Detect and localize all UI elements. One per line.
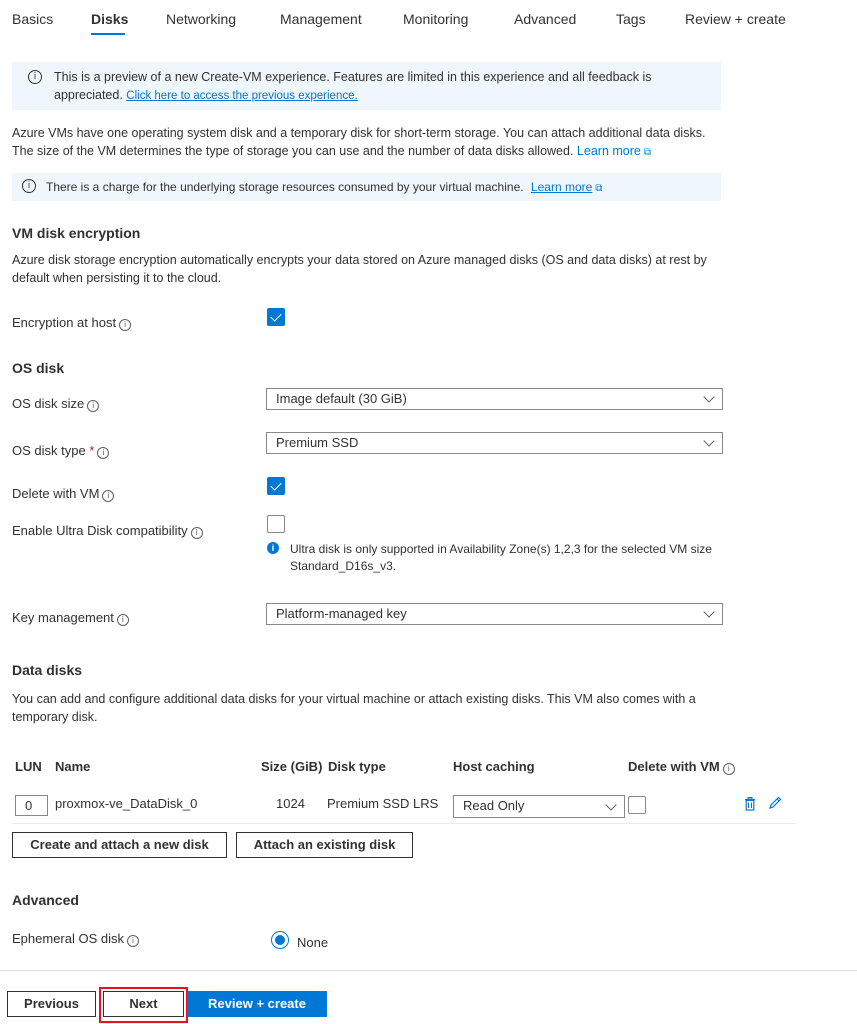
charge-learn-more-link[interactable]: Learn more [530, 180, 593, 194]
chevron-down-icon [703, 391, 714, 402]
data-disk-delete-checkbox[interactable] [628, 796, 646, 814]
tab-tags[interactable]: Tags [616, 11, 646, 27]
preview-banner [12, 62, 721, 110]
encryption-description: Azure disk storage encryption automatically encrypts your data stored on Azure managed disks (OS and data disks) at rest by default when persisting it to the cloud. [12, 253, 707, 285]
tab-basics[interactable]: Basics [12, 11, 54, 27]
info-filled-icon: i [267, 542, 279, 554]
external-link-icon: ⧉ [643, 147, 651, 158]
lun-input[interactable]: 0 [15, 795, 48, 816]
column-header-name: Name [55, 759, 91, 774]
preview-banner-text: This is a preview of a new Create-VM experience. Features are limited in this experience and all feedback is appreciated. [54, 70, 652, 102]
edit-pencil-icon[interactable] [768, 796, 782, 810]
info-icon: i [28, 70, 42, 84]
tab-monitoring[interactable]: Monitoring [403, 11, 469, 27]
info-icon[interactable]: i [87, 400, 99, 412]
info-icon[interactable]: i [102, 490, 114, 502]
delete-with-vm-checkbox[interactable] [267, 477, 285, 495]
info-icon[interactable]: i [127, 935, 139, 947]
footer-divider [0, 970, 857, 971]
attach-existing-disk-button[interactable]: Attach an existing disk [236, 832, 413, 858]
column-header-size: Size (GiB) [261, 759, 323, 774]
create-attach-disk-button[interactable]: Create and attach a new disk [12, 832, 227, 858]
active-tab-indicator [91, 33, 125, 35]
os-disk-type-label: OS disk type * i [12, 443, 109, 459]
next-button[interactable]: Next [103, 991, 184, 1017]
encryption-at-host-checkbox[interactable] [267, 308, 285, 326]
os-disk-size-label: OS disk size i [12, 396, 99, 412]
info-icon[interactable]: i [191, 527, 203, 539]
ephemeral-os-disk-label: Ephemeral OS disk i [12, 931, 139, 947]
ultra-disk-note: Ultra disk is only supported in Availability Zone(s) 1,2,3 for the selected VM size Standard_D16s_v3. [290, 542, 712, 573]
previous-button[interactable]: Previous [7, 991, 96, 1017]
disk-name: proxmox-ve_DataDisk_0 [55, 796, 198, 811]
tab-review-create[interactable]: Review + create [685, 11, 786, 27]
info-icon[interactable]: i [97, 447, 109, 459]
ultra-disk-checkbox[interactable] [267, 515, 285, 533]
learn-more-link[interactable]: Learn more [576, 144, 641, 158]
required-marker: * [89, 443, 95, 458]
charge-banner [12, 173, 721, 201]
encryption-at-host-label: Encryption at host i [12, 315, 131, 331]
encryption-heading: VM disk encryption [12, 225, 141, 241]
tab-disks[interactable]: Disks [91, 11, 129, 27]
column-header-lun: LUN [15, 759, 42, 774]
review-create-button[interactable]: Review + create [187, 991, 327, 1017]
ephemeral-none-label: None [297, 935, 329, 950]
column-header-delete-with-vm: Delete with VM i [628, 759, 735, 775]
os-disk-size-dropdown[interactable]: Image default (30 GiB) [266, 388, 723, 410]
column-header-disk-type: Disk type [328, 759, 386, 774]
previous-experience-link[interactable]: Click here to access the previous experience. [126, 90, 358, 102]
ultra-disk-label: Enable Ultra Disk compatibility i [12, 523, 203, 539]
chevron-down-icon [605, 799, 616, 810]
info-icon[interactable]: i [119, 319, 131, 331]
column-header-host-caching: Host caching [453, 759, 535, 774]
key-management-label: Key management i [12, 610, 129, 626]
host-caching-dropdown[interactable]: Read Only [453, 795, 625, 818]
tab-networking[interactable]: Networking [166, 11, 237, 27]
delete-with-vm-label: Delete with VM i [12, 486, 114, 502]
data-disks-heading: Data disks [12, 662, 83, 678]
tab-management[interactable]: Management [280, 11, 362, 27]
row-divider [12, 823, 796, 824]
chevron-down-icon [703, 435, 714, 446]
disks-intro-text: Azure VMs have one operating system disk and a temporary disk for short-term storage. You can attach additional data disks. The size of the VM determines the type of storage you can use and the number of data disks allowed. [12, 126, 706, 158]
next-button-highlight [99, 987, 188, 1023]
os-disk-heading: OS disk [12, 360, 65, 376]
disk-type: Premium SSD LRS [327, 796, 439, 811]
info-icon: i [22, 179, 36, 193]
tab-bar [0, 0, 857, 40]
info-icon[interactable]: i [117, 614, 129, 626]
disk-size: 1024 [276, 796, 305, 811]
key-management-dropdown[interactable]: Platform-managed key [266, 603, 723, 625]
trash-icon[interactable] [744, 797, 756, 811]
charge-banner-text: There is a charge for the underlying storage resources consumed by your virtual machine. [46, 180, 524, 194]
advanced-heading: Advanced [12, 892, 79, 908]
os-disk-type-dropdown[interactable]: Premium SSD [266, 432, 723, 454]
disks-intro [12, 124, 724, 162]
external-link-icon: ⧉ [595, 183, 603, 194]
ephemeral-none-radio[interactable] [271, 931, 289, 949]
chevron-down-icon [703, 606, 714, 617]
info-icon[interactable]: i [723, 763, 735, 775]
data-disks-description: You can add and configure additional data disks for your virtual machine or attach existing disks. This VM also comes with a temporary disk. [12, 692, 696, 724]
tab-advanced[interactable]: Advanced [514, 11, 577, 27]
